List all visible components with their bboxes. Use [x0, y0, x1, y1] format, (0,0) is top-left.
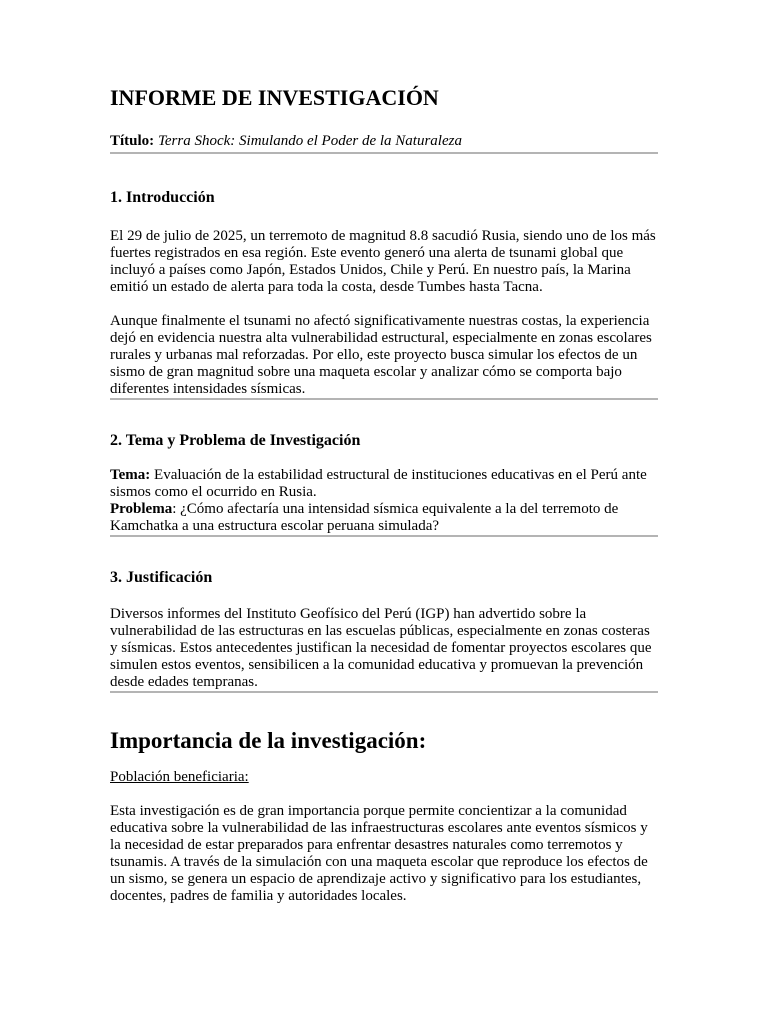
problema-text: : ¿Cómo afectaría una intensidad sísmica equivalente a la del terremoto de Kamchatka a una estructura escolar peruana simulada?: [110, 501, 619, 534]
subtitle-value: Terra Shock: Simulando el Poder de la Naturaleza: [157, 133, 462, 149]
importance-paragraph: Esta investigación es de gran importancia porque permite concientizar a la comunidad educativa sobre la vulnerabilidad de las infraestructuras escolares ante eventos sísmicos y la necesidad de estar preparados para enfrentar desastres naturales como terremotos y tsunamis. A través de la simulación con una maqueta escolar que reproduce los efectos de un sismo, se genera un espacio de aprendizaje activo y significativo para los estudiantes, docentes, padres de familia y autoridades locales.: [110, 803, 648, 904]
section-heading-introduccion: 1. Introducción: [110, 189, 215, 206]
section-heading-tema-problema: 2. Tema y Problema de Investigación: [110, 432, 361, 449]
introduccion-paragraph-1: El 29 de julio de 2025, un terremoto de magnitud 8.8 sacudió Rusia, siendo uno de los más fuertes registrados en esa región. Este evento generó una alerta de tsunami global que incluyó a países como Japón, Estados Unidos, Chile y Perú. En nuestro país, la Marina emitió un estado de alerta para toda la costa, desde Tumbes hasta Tacna.: [110, 228, 656, 295]
section-heading-justificacion: 3. Justificación: [110, 569, 213, 586]
population-label: [110, 769, 658, 786]
report-title: INFORME DE INVESTIGACIÓN: [110, 85, 439, 110]
tema-text: Evaluación de la estabilidad estructural de instituciones educativas en el Perú ante sismos como el ocurrido en Rusia.: [110, 467, 647, 500]
introduccion-paragraph-2: Aunque finalmente el tsunami no afectó significativamente nuestras costas, la experiencia dejó en evidencia nuestra alta vulnerabilidad estructural, especialmente en zonas escolares rurales y urbanas mal reforzadas. Por ello, este proyecto busca simular los efectos de un sismo de gran magnitud sobre una maqueta escolar y analizar cómo se comporta bajo diferentes intensidades sísmicas.: [110, 313, 652, 397]
justificacion-paragraph: Diversos informes del Instituto Geofísico del Perú (IGP) han advertido sobre la vulnerabilidad de las estructuras en las escuelas públicas, especialmente en zonas costeras y sísmicas. Estos antecedentes justifican la necesidad de fomentar proyectos escolares que simulen estos eventos, sensibilicen a la comunidad educativa y promuevan la prevención desde edades tempranas.: [110, 606, 652, 690]
tema-label: Tema:: [110, 467, 151, 483]
importance-heading: Importancia de la investigación:: [110, 728, 427, 753]
subtitle-label: Título:: [110, 133, 155, 149]
title-divider: [110, 152, 658, 154]
document-body: [110, 84, 658, 905]
section-divider: [110, 691, 658, 693]
report-subtitle: [110, 132, 658, 150]
section-divider: [110, 535, 658, 537]
population-label-text: Población beneficiaria:: [110, 769, 249, 785]
problema-label: Problema: [110, 501, 173, 517]
tema-paragraph: [110, 467, 658, 501]
problema-paragraph: [110, 501, 658, 535]
section-divider: [110, 398, 658, 400]
